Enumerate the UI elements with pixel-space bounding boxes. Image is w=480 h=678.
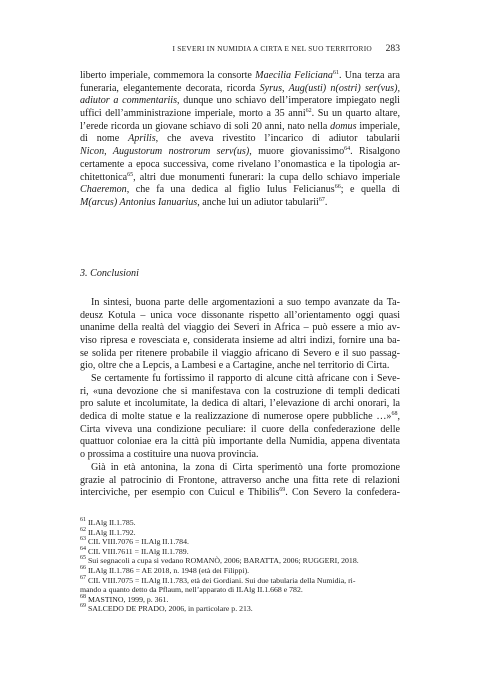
running-header [80, 44, 400, 56]
body-line: di nome Aprilis, che aveva rivestito l’incarico di adiutor tabularii [80, 133, 400, 145]
footnote: $^{61}$ ILAlg II.1.785. [80, 517, 136, 527]
body-line: funeraria, elegantemente decorata, ricorda Syrus, Aug(usti) n(ostri) ser(vus), [80, 82, 400, 94]
body-line: unanime della realtà del viaggio dei Severi in Africa – può essere a mio av- [80, 322, 400, 334]
body-line: Nicon, Augustorum nostrorum serv(us), muore giovanissimo$^{64}$. Risalgono [80, 146, 400, 158]
body-line: Già in età antonina, la zona di Cirta sperimentò una forte promozione [91, 462, 400, 473]
body-line: liberto imperiale, commemora la consorte Maecilia Feliciana$^{61}$. Una terza ara [80, 70, 400, 81]
footnote: $^{66}$ ILAlg II.1.786 = AE 2018, n. 1948 (età dei Filippi). [80, 564, 250, 575]
body-line: chitettonica$^{65}$, altri due monumenti funerari: la cupa dello schiavo imperiale [80, 171, 400, 183]
body-line: Se certamente fu fortissimo il rapporto di alcune città africane con i Seve- [91, 373, 400, 384]
footnote: $^{69}$ SALCEDO DE PRADO, 2006, in particolare p. 213. [80, 603, 253, 614]
footnote: $^{65}$ Sui segnacoli a cupa si vedano ROMANÒ, 2006; BARATTA, 2006; RUGGERI, 2018. [80, 555, 359, 566]
body-line: uffici dell’amministrazione imperiale, morto a 35 anni$^{62}$. Su un quarto altare, [80, 108, 400, 120]
body-line: l’erede ricorda un giovane schiavo di soli 20 anni, nato nella domus imperiale, [80, 120, 400, 132]
paragraph-3 [80, 462, 400, 500]
body-line: deusz Kotula – unica voce dissonante rispetto all’orientamento oggi quasi [80, 309, 400, 321]
footnotes [80, 518, 400, 614]
body-line: Chaeremon, che fa una dedica al figlio Iulus Felicianus$^{66}$; e quella di [80, 184, 400, 196]
body-line: gio, oltre che a Lepcis, a Lambesi e a Cartagine, anche nel territorio di Cirta. [80, 360, 390, 372]
footnote: $^{64}$ CIL VIII.7611 = ILAlg II.1.789. [80, 545, 189, 556]
body-line: quattuor coloniae era la città più importante della Numidia, appena diventata [80, 436, 400, 448]
body-line: In sintesi, buona parte delle argomentazioni a suo tempo avanzate da Ta- [91, 297, 400, 308]
page-number: 283 [385, 43, 400, 54]
paragraph-2 [80, 373, 400, 462]
body-line: Cirta viveva una condizione peculiare: il cuore della confederazione delle [80, 423, 400, 435]
body-line: grazie al patrocinio di Frontone, attraverso anche una fitta rete di relazioni [80, 474, 400, 486]
body-line: ri, «una devozione che si manifestava con la costruzione di templi dedicati [80, 385, 400, 397]
body-line: M(arcus) Antonius Ianuarius, anche lui un adiutor tabularii$^{67}$. [80, 196, 328, 208]
body-line: viso ripresa e rovesciata e, considerata insieme ad altri indizi, fornire una ba- [80, 335, 400, 347]
body-line: certamente a epoca successiva, come rivelano l’onomastica e la tipologia ar- [80, 158, 400, 170]
paragraph-1 [80, 297, 400, 373]
section-heading: 3. Conclusioni [80, 268, 139, 279]
running-title: I SEVERI IN NUMIDIA A CIRTA E NEL SUO TERRITORIO [172, 44, 372, 53]
footnote: $^{67}$ CIL VIII.7075 = ILAlg II.1.783, età dei Gordiani. Sui due tabularia della Numidia, ri- [80, 574, 356, 585]
body-line: se solida per ritenere probabile il viaggio africano di Severo e il suo passag- [80, 347, 400, 359]
body-line: adiutor a commentariis, dunque uno schiavo dell’imperatore impiegato negli [80, 95, 400, 107]
body-line: dedica di molte statue e la realizzazione di numerose opere pubbliche …»$^{68}$, [80, 411, 400, 423]
body-line: pro salute et incolumitate, la dedica di altari, l’elevazione di archi onorari, la [80, 398, 400, 410]
body-text-top [80, 70, 400, 210]
body-line: interciviche, per esempio con Cuicul e Thibilis$^{69}$. Con Severo la confedera- [80, 487, 400, 499]
footnote: $^{68}$ MASTINO, 1999, p. 361. [80, 593, 169, 604]
body-line: o prossima a costituire una nuova provincia. [80, 449, 259, 461]
footnote: $^{62}$ ILAlg II.1.792. [80, 526, 136, 537]
footnote-continuation: mando a quanto detto da Pflaum, nell’apparato di ILAlg II.1.668 e 782. [80, 585, 303, 595]
footnote: $^{63}$ CIL VIII.7076 = ILAlg II.1.784. [80, 536, 189, 547]
